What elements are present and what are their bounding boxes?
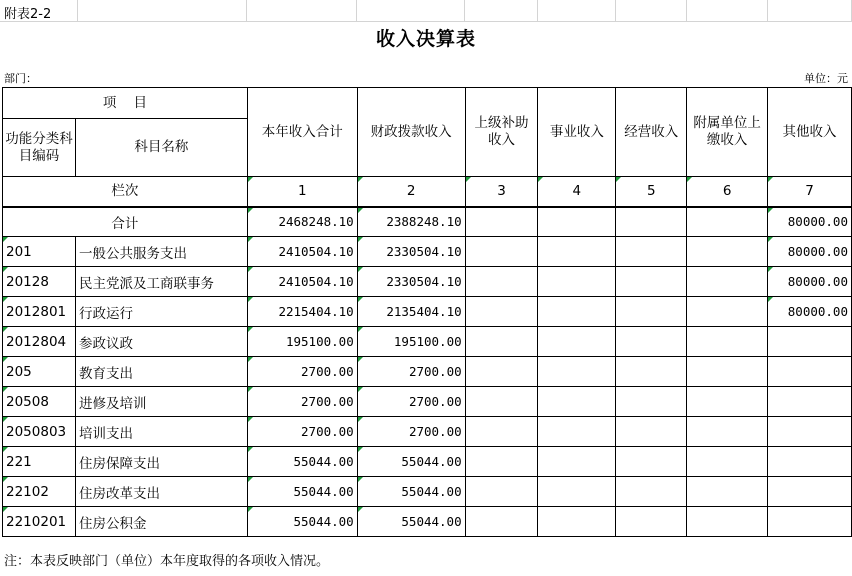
value-cell[interactable] [465,357,538,387]
value-cell[interactable] [687,507,768,537]
value-cell[interactable] [687,477,768,507]
row-index-cell[interactable]: 6 [687,177,768,207]
sheet-label: 附表2-2 [4,7,52,22]
grid-cell[interactable] [465,0,538,22]
value-cell[interactable]: 55044.00 [357,447,465,477]
value-cell[interactable] [616,237,687,267]
row-index-cell[interactable]: 5 [616,177,687,207]
value-cell[interactable] [465,507,538,537]
value-cell[interactable]: 2700.00 [357,417,465,447]
table-row [3,327,852,357]
value-cell[interactable] [538,327,616,357]
code-cell[interactable]: 2050803 [3,417,76,447]
value-cell[interactable] [616,477,687,507]
value-cell[interactable] [616,387,687,417]
value-cell[interactable]: 2700.00 [247,357,357,387]
value-cell[interactable] [465,327,538,357]
value-cell[interactable] [465,267,538,297]
table-row [3,417,852,447]
grid-cell[interactable] [78,0,247,22]
grid-cell[interactable] [687,0,768,22]
value-cell[interactable] [687,327,768,357]
value-cell[interactable]: 55044.00 [247,507,357,537]
table-note: 注：本表反映部门（单位）本年度取得的各项收入情况。 [4,554,330,569]
value-cell[interactable]: 80000.00 [768,237,852,267]
value-cell[interactable] [768,447,852,477]
total-value-cell[interactable] [465,207,538,237]
total-row [3,207,852,237]
name-cell[interactable]: 参政议政 [75,327,247,357]
total-value-cell[interactable]: 2388248.10 [357,207,465,237]
total-value-cell[interactable]: 80000.00 [768,207,852,237]
value-cell[interactable]: 195100.00 [357,327,465,357]
value-cell[interactable] [687,387,768,417]
code-cell[interactable]: 20128 [3,267,76,297]
total-value-cell[interactable] [538,207,616,237]
value-cell[interactable]: 2410504.10 [247,267,357,297]
table-row [3,387,852,417]
grid-cell[interactable] [616,0,687,22]
value-cell[interactable] [616,267,687,297]
table-row [3,267,852,297]
table-row [3,477,852,507]
code-cell[interactable]: 2012801 [3,297,76,327]
name-cell[interactable]: 住房公积金 [75,507,247,537]
value-cell[interactable]: 80000.00 [768,267,852,297]
row-index-cell[interactable]: 2 [357,177,465,207]
name-cell[interactable]: 进修及培训 [75,387,247,417]
value-cell[interactable]: 2700.00 [247,417,357,447]
name-cell[interactable]: 行政运行 [75,297,247,327]
value-cell[interactable] [768,327,852,357]
header-col-operating[interactable]: 经营收入 [616,88,687,177]
header-name[interactable]: 科目名称 [75,119,247,177]
grid-cell[interactable] [357,0,465,22]
value-cell[interactable] [465,417,538,447]
value-cell[interactable]: 55044.00 [357,477,465,507]
table-row [3,357,852,387]
unit-label: 单位：元 [804,72,848,85]
code-cell[interactable]: 2012804 [3,327,76,357]
header-code[interactable]: 功能分类科目编码 [3,119,76,177]
grid-cell[interactable] [538,0,616,22]
table-row [3,297,852,327]
total-value-cell[interactable] [687,207,768,237]
value-cell[interactable] [616,327,687,357]
value-cell[interactable] [538,357,616,387]
table-row [3,447,852,477]
value-cell[interactable] [687,267,768,297]
income-table [2,87,852,537]
value-cell[interactable] [538,387,616,417]
value-cell[interactable] [616,507,687,537]
header-col-affiliated[interactable]: 附属单位上缴收入 [687,88,768,177]
value-cell[interactable] [687,417,768,447]
value-cell[interactable] [687,297,768,327]
name-cell[interactable]: 民主党派及工商联事务 [75,267,247,297]
total-value-cell[interactable]: 2468248.10 [247,207,357,237]
value-cell[interactable] [465,237,538,267]
value-cell[interactable] [465,447,538,477]
value-cell[interactable] [465,477,538,507]
row-index-cell[interactable]: 7 [768,177,852,207]
code-cell[interactable]: 2210201 [3,507,76,537]
row-index-cell[interactable]: 3 [465,177,538,207]
total-value-cell[interactable] [616,207,687,237]
row-index-cell[interactable]: 1 [247,177,357,207]
value-cell[interactable] [538,267,616,297]
code-cell[interactable]: 20508 [3,387,76,417]
value-cell[interactable] [768,417,852,447]
code-cell[interactable]: 205 [3,357,76,387]
table-row [3,237,852,267]
name-cell[interactable]: 一般公共服务支出 [75,237,247,267]
value-cell[interactable] [538,297,616,327]
header-item[interactable]: 项 目 [3,88,248,119]
name-cell[interactable]: 教育支出 [75,357,247,387]
department-label: 部门： [4,72,37,85]
value-cell[interactable] [768,477,852,507]
row-index-cell[interactable]: 4 [538,177,616,207]
value-cell[interactable] [768,387,852,417]
value-cell[interactable] [687,237,768,267]
grid-cell[interactable] [768,0,852,22]
value-cell[interactable] [687,447,768,477]
value-cell[interactable] [538,477,616,507]
code-cell[interactable]: 221 [3,447,76,477]
value-cell[interactable] [616,297,687,327]
table-row [3,507,852,537]
header-col-fiscal[interactable]: 财政拨款收入 [357,88,465,177]
value-cell[interactable]: 2700.00 [247,387,357,417]
name-cell[interactable]: 住房改革支出 [75,477,247,507]
value-cell[interactable] [616,447,687,477]
header-col-total[interactable]: 本年收入合计 [247,88,357,177]
code-cell[interactable]: 201 [3,237,76,267]
value-cell[interactable] [538,447,616,477]
value-cell[interactable]: 2215404.10 [247,297,357,327]
value-cell[interactable] [465,297,538,327]
code-cell[interactable]: 22102 [3,477,76,507]
value-cell[interactable]: 55044.00 [247,477,357,507]
value-cell[interactable] [538,417,616,447]
value-cell[interactable] [616,357,687,387]
value-cell[interactable] [687,357,768,387]
value-cell[interactable]: 2700.00 [357,387,465,417]
value-cell[interactable]: 2700.00 [357,357,465,387]
value-cell[interactable] [465,387,538,417]
name-cell[interactable]: 培训支出 [75,417,247,447]
value-cell[interactable] [616,417,687,447]
value-cell[interactable]: 195100.00 [247,327,357,357]
value-cell[interactable]: 80000.00 [768,297,852,327]
value-cell[interactable] [538,237,616,267]
header-col-other[interactable]: 其他收入 [768,88,852,177]
value-cell[interactable]: 2330504.10 [357,237,465,267]
value-cell[interactable] [538,507,616,537]
value-cell[interactable]: 2330504.10 [357,267,465,297]
value-cell[interactable]: 2410504.10 [247,237,357,267]
value-cell[interactable]: 55044.00 [357,507,465,537]
grid-cell[interactable] [247,0,357,22]
header-col-superior[interactable]: 上级补助收入 [465,88,538,177]
header-col-business[interactable]: 事业收入 [538,88,616,177]
value-cell[interactable]: 55044.00 [247,447,357,477]
total-label[interactable]: 合计 [3,207,248,237]
value-cell[interactable] [768,357,852,387]
name-cell[interactable]: 住房保障支出 [75,447,247,477]
value-cell[interactable]: 2135404.10 [357,297,465,327]
value-cell[interactable] [768,507,852,537]
row-index-label[interactable]: 栏次 [3,177,248,207]
page-title: 收入决算表 [375,28,476,50]
